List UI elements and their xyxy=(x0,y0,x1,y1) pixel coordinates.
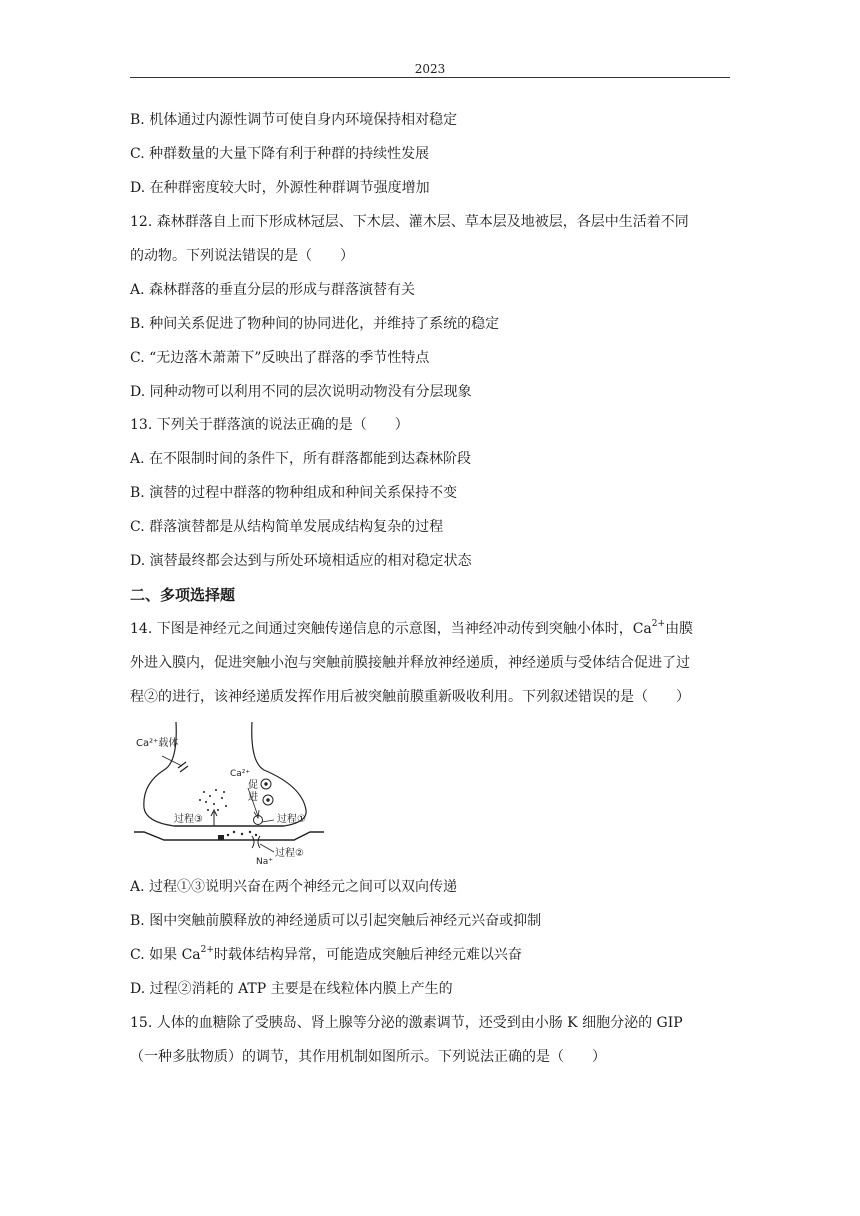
promote-label-2: 进 xyxy=(248,792,258,803)
q11-option-d: D. 在种群密度较大时，外源性种群调节强度增加 xyxy=(130,180,430,196)
process1-label: 过程① xyxy=(277,814,306,825)
q13-option-b: B. 演替的过程中群落的物种组成和种间关系保持不变 xyxy=(130,485,458,501)
q12-option-c: C. “无边落木萧萧下”反映出了群落的季节性特点 xyxy=(130,350,430,366)
q13-stem: 13. 下列关于群落演的说法正确的是（ ） xyxy=(130,417,409,433)
q12-stem-line2: 的动物。下列说法错误的是（ ） xyxy=(130,248,354,264)
q13-option-d: D. 演替最终都会达到与所处环境相适应的相对稳定状态 xyxy=(130,553,472,569)
q15-stem-line1: 15. 人体的血糖除了受胰岛、肾上腺等分泌的激素调节，还受到由小肠 K 细胞分泌的 GIP xyxy=(130,1015,683,1031)
superscript: 2+ xyxy=(651,619,666,630)
superscript: 2+ xyxy=(200,945,214,956)
ca-carrier-label: Ca²⁺载体 xyxy=(136,738,179,749)
q14-option-c: C. 如果 $Ca^{2+}$时载体结构异常，可能造成突触后神经元难以兴奋 xyxy=(130,945,522,963)
q15-stem-line2: （一种多肽物质）的调节，其作用机制如图所示。下列说法正确的是（ ） xyxy=(130,1049,606,1065)
page-header-year: 2023 xyxy=(414,62,446,76)
q14-stem-line2: 外进入膜内，促进突触小泡与突触前膜接触并释放神经递质，神经递质与受体结合促进了过 xyxy=(130,655,690,671)
q14-option-d: D. 过程②消耗的 ATP 主要是在线粒体内膜上产生的 xyxy=(130,981,453,997)
q12-option-d: D. 同种动物可以利用不同的层次说明动物没有分层现象 xyxy=(130,384,472,400)
q14-option-b: B. 图中突触前膜释放的神经递质可以引起突触后神经元兴奋或抑制 xyxy=(130,913,542,929)
ca-ion-label: Ca²⁺ xyxy=(230,769,251,779)
q13-option-c: C. 群落演替都是从结构简单发展成结构复杂的过程 xyxy=(130,519,444,535)
q13-option-a: A. 在不限制时间的条件下，所有群落都能到达森林阶段 xyxy=(130,451,472,467)
q14-option-a: A. 过程①③说明兴奋在两个神经元之间可以双向传递 xyxy=(130,879,458,895)
q14-stem-line3: 程②的进行，该神经递质发挥作用后被突触前膜重新吸收利用。下列叙述错误的是（ ） xyxy=(130,689,690,705)
q11-option-b: B. 机体通过内源性调节可使自身内环境保持相对稳定 xyxy=(130,112,458,128)
promote-label-1: 促 xyxy=(248,780,258,791)
section-title-multiple-choice: 二、多项选择题 xyxy=(130,586,236,604)
header-divider xyxy=(130,77,730,78)
na-ion-label: Na⁺ xyxy=(256,857,273,867)
process3-label: 过程③ xyxy=(174,814,203,825)
q12-option-a: A. 森林群落的垂直分层的形成与群落演替有关 xyxy=(130,282,416,298)
synapse-diagram xyxy=(134,722,324,867)
q11-option-c: C. 种群数量的大量下降有利于种群的持续性发展 xyxy=(130,146,430,162)
process2-label: 过程② xyxy=(275,848,304,859)
q12-option-b: B. 种间关系促进了物种间的协同进化，并维持了系统的稳定 xyxy=(130,316,500,332)
q14-stem-line1: 14. 下图是神经元之间通过突触传递信息的示意图，当神经冲动传到突触小体时，$Ca^{2+}$由膜 xyxy=(130,619,694,637)
q12-stem-line1: 12. 森林群落自上而下形成林冠层、下木层、灌木层、草本层及地被层，各层中生活着不同 xyxy=(130,214,689,230)
